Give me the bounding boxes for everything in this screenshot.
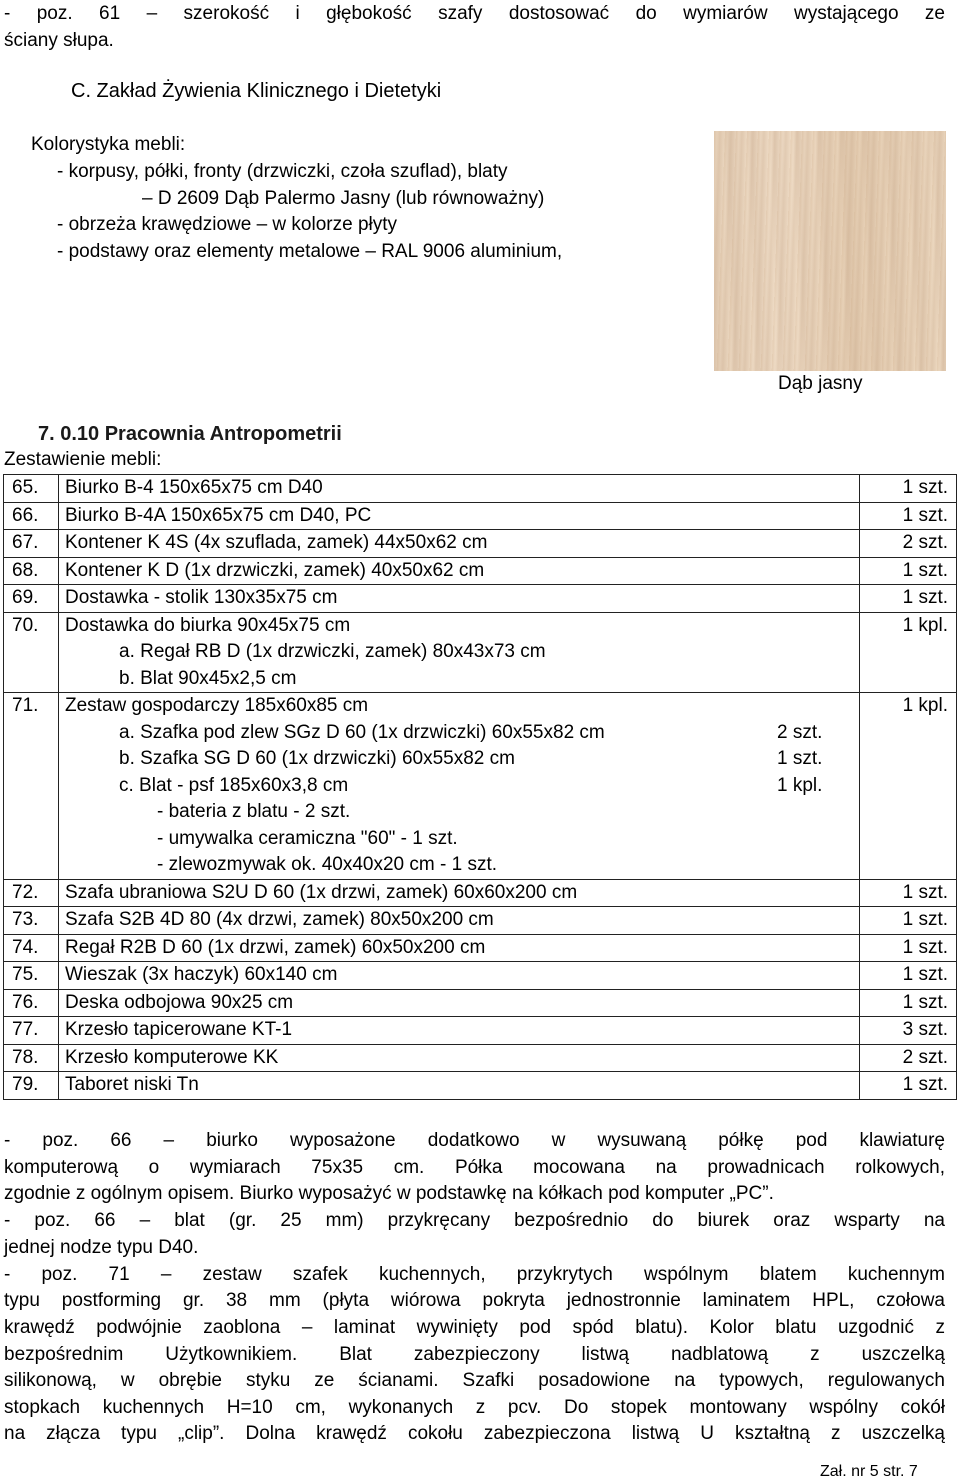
table-row (4, 475, 957, 503)
top-note-line1: - poz. 61 – szerokość i głębokość szafy dostosować do wymiarów wystającego ze (4, 3, 945, 24)
sub-item-text: b. Blat 90x45x2,5 cm (119, 667, 297, 689)
item-cell (59, 612, 860, 693)
item-quantity: 2 szt. (860, 1044, 957, 1072)
item-number: 70. (4, 612, 59, 693)
item-number: 75. (4, 962, 59, 990)
sub-item-text: a. Szafka pod zlew SGz D 60 (1x drzwiczki) 60x55x82 cm (119, 721, 605, 743)
colors-line: - podstawy oraz elementy metalowe – RAL 9006 aluminium, (57, 241, 563, 262)
item-name: Dostawka do biurka 90x45x75 cm (65, 614, 351, 636)
sub-item (65, 666, 859, 693)
table-row (4, 502, 957, 530)
sub-sub-item: - bateria z blatu - 2 szt. (157, 801, 351, 822)
sub-item-quantity: 2 szt. (777, 721, 823, 743)
item-number: 72. (4, 879, 59, 907)
page-footer: Zał. nr 5 str. 7 (820, 1463, 918, 1480)
table-row (4, 934, 957, 962)
table-row (4, 530, 957, 558)
item-quantity: 1 szt. (860, 934, 957, 962)
item-quantity: 1 kpl. (860, 612, 957, 693)
item-number: 77. (4, 1017, 59, 1045)
note-line: bezpośrednim Użytkownikiem. Blat zabezpieczony listwą nadblatową z uszczelką (4, 1344, 945, 1365)
section-title: C. Zakład Żywienia Klinicznego i Dietetyki (71, 80, 442, 102)
table-row (4, 1072, 957, 1100)
item-number: 66. (4, 502, 59, 530)
colors-heading: Kolorystyka mebli: (31, 134, 186, 155)
sub-item (65, 720, 859, 747)
table-row (4, 1017, 957, 1045)
item-number: 67. (4, 530, 59, 558)
item-name: Szafa S2B 4D 80 (4x drzwi, zamek) 80x50x200 cm (59, 907, 860, 935)
note-line: zgodnie z ogólnym opisem. Biurko wyposażyć w podstawkę na kółkach pod komputer „PC”. (4, 1183, 774, 1204)
item-number: 74. (4, 934, 59, 962)
sub-sub-item: - umywalka ceramiczna "60" - 1 szt. (157, 827, 458, 849)
item-quantity: 2 szt. (860, 530, 957, 558)
item-quantity: 1 szt. (860, 907, 957, 935)
item-quantity: 1 kpl. (860, 693, 957, 880)
table-row (4, 557, 957, 585)
item-name: Deska odbojowa 90x25 cm (59, 989, 860, 1017)
item-cell (59, 693, 860, 880)
note-line: - poz. 66 – blat (gr. 25 mm) przykręcany bezpośrednio do biurek oraz wsparty na (4, 1210, 945, 1231)
note-line: stopkach kuchennych H=10 cm, wykonanych z pcv. Do stopek montowany wspólny cokół (4, 1397, 945, 1418)
note-line: typu postforming gr. 38 mm (płyta wiórowa pokryta jednostronnie laminatem HPL, czołowa (4, 1290, 945, 1311)
colors-line: – D 2609 Dąb Palermo Jasny (lub równoważny) (142, 188, 545, 209)
note-line: komputerową o wymiarach 75x35 cm. Półka mocowana na prowadnicach rolkowych, (4, 1157, 945, 1178)
item-number: 68. (4, 557, 59, 585)
item-quantity: 1 szt. (860, 557, 957, 585)
item-number: 76. (4, 989, 59, 1017)
item-number: 78. (4, 1044, 59, 1072)
note-line: silikonową, w obrębie styku ze ścianami. Szafki posadowione na typowych, regulowanych (4, 1370, 945, 1391)
list-heading: Zestawienie mebli: (4, 449, 162, 470)
swatch-caption: Dąb jasny (778, 373, 863, 394)
item-number: 65. (4, 475, 59, 503)
table-row (4, 879, 957, 907)
oak-swatch-image (714, 131, 946, 371)
table-row (4, 989, 957, 1017)
sub-item-text: a. Regał RB D (1x drzwiczki, zamek) 80x43x73 cm (119, 641, 546, 662)
item-name: Zestaw gospodarczy 185x60x85 cm (65, 695, 369, 716)
note-line: krawędź podwójnie zaoblona – laminat wywinięty pod spód blatu). Kolor blatu uzgodnić z (4, 1317, 945, 1338)
sub-item (65, 746, 859, 773)
item-quantity: 1 szt. (860, 989, 957, 1017)
note-line: - poz. 66 – biurko wyposażone dodatkowo w wysuwaną półkę pod klawiaturę (4, 1130, 945, 1151)
item-name: Biurko B-4A 150x65x75 cm D40, PC (59, 502, 860, 530)
item-quantity: 1 szt. (860, 502, 957, 530)
colors-line: - korpusy, półki, fronty (drzwiczki, czoła szuflad), blaty (57, 161, 508, 182)
note-line: na złącza typu „clip”. Dolna krawędź cokołu zabezpieczona listwą U kształtną z uszczelką (4, 1423, 945, 1444)
item-name: Biurko B-4 150x65x75 cm D40 (59, 475, 860, 503)
top-note-line2: ściany słupa. (4, 30, 114, 51)
table-row (4, 585, 957, 613)
item-name: Szafa ubraniowa S2U D 60 (1x drzwi, zamek) 60x60x200 cm (59, 879, 860, 907)
item-name: Taboret niski Tn (59, 1072, 860, 1100)
item-quantity: 1 szt. (860, 585, 957, 613)
item-number: 79. (4, 1072, 59, 1100)
table-row (4, 907, 957, 935)
table-row (4, 693, 957, 880)
item-name: Kontener K D (1x drzwiczki, zamek) 40x50x62 cm (59, 557, 860, 585)
sub-item-text: c. Blat - psf 185x60x3,8 cm (119, 774, 349, 796)
item-name: Krzesło komputerowe KK (59, 1044, 860, 1072)
sub-item (65, 773, 859, 800)
item-name: Kontener K 4S (4x szuflada, zamek) 44x50x62 cm (59, 530, 860, 558)
item-quantity: 1 szt. (860, 879, 957, 907)
sub-item-text: b. Szafka SG D 60 (1x drzwiczki) 60x55x82 cm (119, 748, 515, 769)
sub-item (65, 639, 859, 666)
note-line: jednej nodze typu D40. (4, 1237, 199, 1258)
item-name: Krzesło tapicerowane KT-1 (59, 1017, 860, 1045)
note-line: - poz. 71 – zestaw szafek kuchennych, przykrytych wspólnym blatem kuchennym (4, 1264, 945, 1285)
item-name: Wieszak (3x haczyk) 60x140 cm (59, 962, 860, 990)
item-quantity: 1 szt. (860, 962, 957, 990)
sub-item-quantity: 1 szt. (777, 748, 823, 769)
furniture-table (3, 474, 957, 1100)
item-name: Dostawka - stolik 130x35x75 cm (59, 585, 860, 613)
sub-sub-item: - zlewozmywak ok. 40x40x20 cm - 1 szt. (157, 854, 497, 875)
item-quantity: 1 szt. (860, 1072, 957, 1100)
item-quantity: 1 szt. (860, 475, 957, 503)
item-number: 73. (4, 907, 59, 935)
table-row (4, 612, 957, 693)
table-row (4, 962, 957, 990)
item-number: 69. (4, 585, 59, 613)
colors-line: - obrzeża krawędziowe – w kolorze płyty (57, 214, 398, 235)
item-number: 71. (4, 693, 59, 880)
table-row (4, 1044, 957, 1072)
item-quantity: 3 szt. (860, 1017, 957, 1045)
room-heading: 7. 0.10 Pracownia Antropometrii (38, 423, 342, 445)
sub-item-quantity: 1 kpl. (777, 774, 823, 796)
item-name: Regał R2B D 60 (1x drzwi, zamek) 60x50x200 cm (59, 934, 860, 962)
